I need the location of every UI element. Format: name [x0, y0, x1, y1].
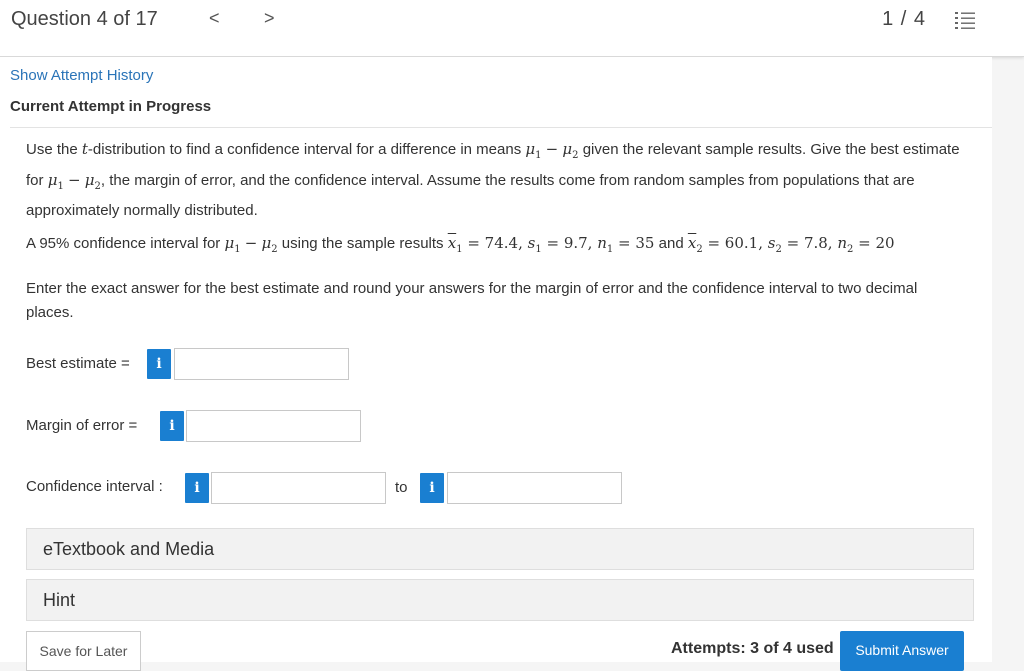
attempt-heading: Current Attempt in Progress [10, 98, 212, 115]
ci-lower-input[interactable] [211, 472, 386, 504]
attempts-counter: Attempts: 3 of 4 used [671, 640, 834, 657]
s2-value: 7.8 [803, 234, 828, 252]
question-title: Question 4 of 17 [11, 8, 158, 30]
save-for-later-button[interactable]: Save for Later [26, 631, 141, 671]
ci-to-label: to [395, 479, 408, 496]
question-text: Use the t-distribution to find a confidence interval for a difference in means $\mu_1 - \mu_2$ given the relevant sample results. Give the best estimate for $\mu_1 - \mu_2$, the margin of error, and the confidence interval. Assume the results come from random samples from populations that are approximately normally distributed. [26, 140, 960, 219]
divider [10, 127, 992, 128]
ci-upper-info-icon[interactable]: i [420, 473, 444, 503]
n1-value: 35 [635, 234, 655, 252]
margin-of-error-label: Margin of error = [26, 417, 138, 434]
confidence-interval-label: Confidence interval : [26, 478, 163, 495]
etextbook-section[interactable]: eTextbook and Media [26, 528, 974, 570]
hint-section[interactable]: Hint [26, 579, 974, 621]
part-counter: 1 / 4 [882, 8, 926, 30]
n2-value: 20 [875, 234, 895, 252]
show-attempt-history-link[interactable]: Show Attempt History [10, 67, 154, 84]
s1-value: 9.7 [563, 234, 588, 252]
ci-upper-input[interactable] [447, 472, 622, 504]
margin-of-error-info-icon[interactable]: i [160, 411, 184, 441]
margin-of-error-input[interactable] [186, 410, 361, 442]
best-estimate-info-icon[interactable]: i [147, 349, 171, 379]
best-estimate-label: Best estimate = [26, 355, 130, 372]
ci-lower-info-icon[interactable]: i [185, 473, 209, 503]
xbar1-value: 74.4 [484, 234, 519, 252]
rounding-instruction: Enter the exact answer for the best estimate and round your answers for the margin of error and the confidence interval to two decimal places. [26, 280, 918, 321]
best-estimate-input[interactable] [174, 348, 349, 380]
submit-answer-button[interactable]: Submit Answer [840, 631, 964, 671]
question-list-icon[interactable] [955, 10, 975, 30]
question-header [0, 0, 1024, 57]
sample-results: A 95% confidence interval for $\mu_1 - \mu_2$ using the sample results $\overline{x}_1 = 74.4$, $s_1 = 9.7$, $n_1 = 35$ and $\overline{x}_2 = 60.1$, $s_2 = 7.8$, $n_2 = 20$ [26, 234, 895, 255]
xbar2-value: 60.1 [724, 234, 759, 252]
previous-question-button[interactable]: < [209, 8, 220, 28]
next-question-button[interactable]: > [264, 8, 275, 28]
